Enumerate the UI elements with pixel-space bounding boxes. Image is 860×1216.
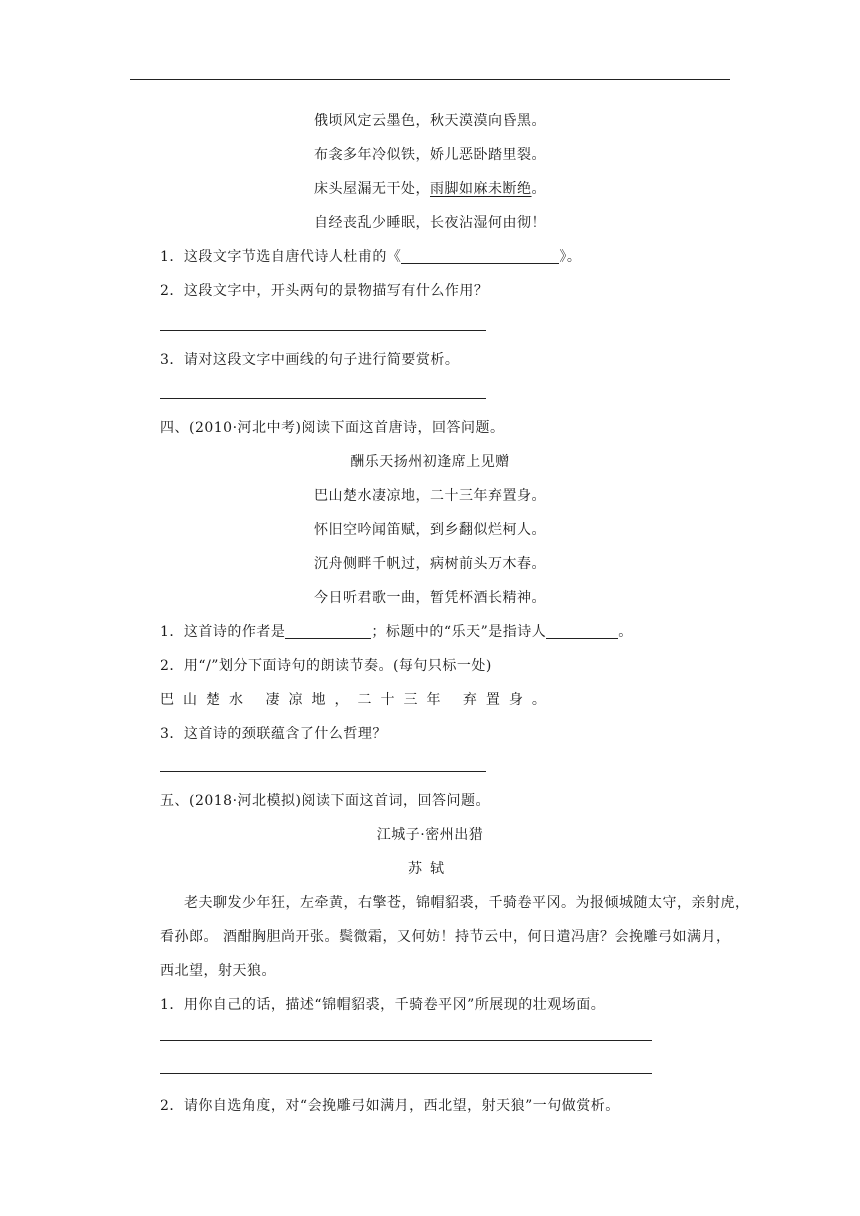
section4-question-3: 3．这首诗的颈联蕴含了什么哲理？ bbox=[160, 726, 387, 742]
header-rule bbox=[130, 79, 730, 80]
section5-author: 苏轼 bbox=[408, 861, 452, 877]
poem1-line-3-start: 床头屋漏无干处， bbox=[314, 181, 430, 197]
section4-question-1-b: ；标题中的“乐天”是指诗人 bbox=[371, 624, 547, 640]
author-blank[interactable] bbox=[285, 622, 371, 639]
section5-question-2: 2．请你自选角度，对“会挽雕弓如满月，西北望，射天狼”一句做赏析。 bbox=[160, 1098, 620, 1114]
section4-question-1-c: 。 bbox=[618, 624, 633, 640]
section4-poem-title: 酬乐天扬州初逢席上见赠 bbox=[350, 454, 510, 470]
poem1-line-3-end: 。 bbox=[531, 181, 546, 197]
rhythm-line: 巴山楚水 凄凉地，二十三年 弃置身。 bbox=[160, 692, 555, 708]
poem1-line-3 bbox=[130, 179, 730, 199]
answer-line[interactable] bbox=[160, 330, 486, 331]
question-2: 2．这段文字中，开头两句的景物描写有什么作用？ bbox=[160, 283, 489, 299]
section4-poem-line-3: 沉舟侧畔千帆过，病树前头万木春。 bbox=[314, 556, 546, 572]
underlined-phrase: 雨脚如麻未断绝 bbox=[430, 181, 532, 197]
section5-para-line-3: 西北望，射天狼。 bbox=[160, 963, 276, 979]
question-3: 3．请对这段文字中画线的句子进行简要赏析。 bbox=[160, 352, 460, 368]
poem1-line-1: 俄顷风定云墨色，秋天漠漠向昏黑。 bbox=[314, 113, 546, 129]
section4-question-1 bbox=[160, 622, 633, 642]
section5-poem-title: 江城子·密州出猎 bbox=[376, 827, 484, 843]
section4-poem-line-2: 怀旧空吟闻笛赋，到乡翻似烂柯人。 bbox=[314, 522, 546, 538]
section4-heading: 四、(2010·河北中考)阅读下面这首唐诗，回答问题。 bbox=[160, 420, 505, 436]
section4-question-2: 2．用“/”划分下面诗句的朗读节奏。(每句只标一处) bbox=[160, 658, 492, 674]
question-1 bbox=[160, 247, 581, 267]
poem1-line-4: 自经丧乱少睡眠，长夜沾湿何由彻！ bbox=[314, 215, 546, 231]
answer-line[interactable] bbox=[160, 1040, 652, 1041]
answer-line[interactable] bbox=[160, 398, 486, 399]
section5-heading: 五、(2018·河北模拟)阅读下面这首词，回答问题。 bbox=[160, 793, 491, 809]
poet-blank[interactable] bbox=[546, 622, 618, 639]
section4-poem-line-4: 今日听君歌一曲，暂凭杯酒长精神。 bbox=[314, 590, 546, 606]
section5-para-line-1: 老夫聊发少年狂，左牵黄，右擎苍，锦帽貂裘，千骑卷平冈。为报倾城随太守，亲射虎， bbox=[184, 895, 750, 911]
question-1-suffix: 》。 bbox=[559, 249, 582, 265]
poem1-line-2: 布衾多年冷似铁，娇儿恶卧踏里裂。 bbox=[314, 147, 546, 163]
section5-question-1: 1．用你自己的话，描述“锦帽貂裘，千骑卷平冈”所展现的壮观场面。 bbox=[160, 997, 606, 1013]
question-1-prefix: 1．这段文字节选自唐代诗人杜甫的《 bbox=[160, 249, 402, 265]
answer-blank[interactable] bbox=[401, 247, 559, 264]
answer-line[interactable] bbox=[160, 1073, 652, 1074]
section4-poem-line-1: 巴山楚水凄凉地，二十三年弃置身。 bbox=[314, 488, 546, 504]
section4-question-1-a: 1．这首诗的作者是 bbox=[160, 624, 286, 640]
section5-para-line-2: 看孙郎。 酒酣胸胆尚开张。鬓微霜，又何妨！持节云中，何日遣冯唐？会挽雕弓如满月， bbox=[160, 929, 731, 945]
answer-line[interactable] bbox=[160, 771, 486, 772]
